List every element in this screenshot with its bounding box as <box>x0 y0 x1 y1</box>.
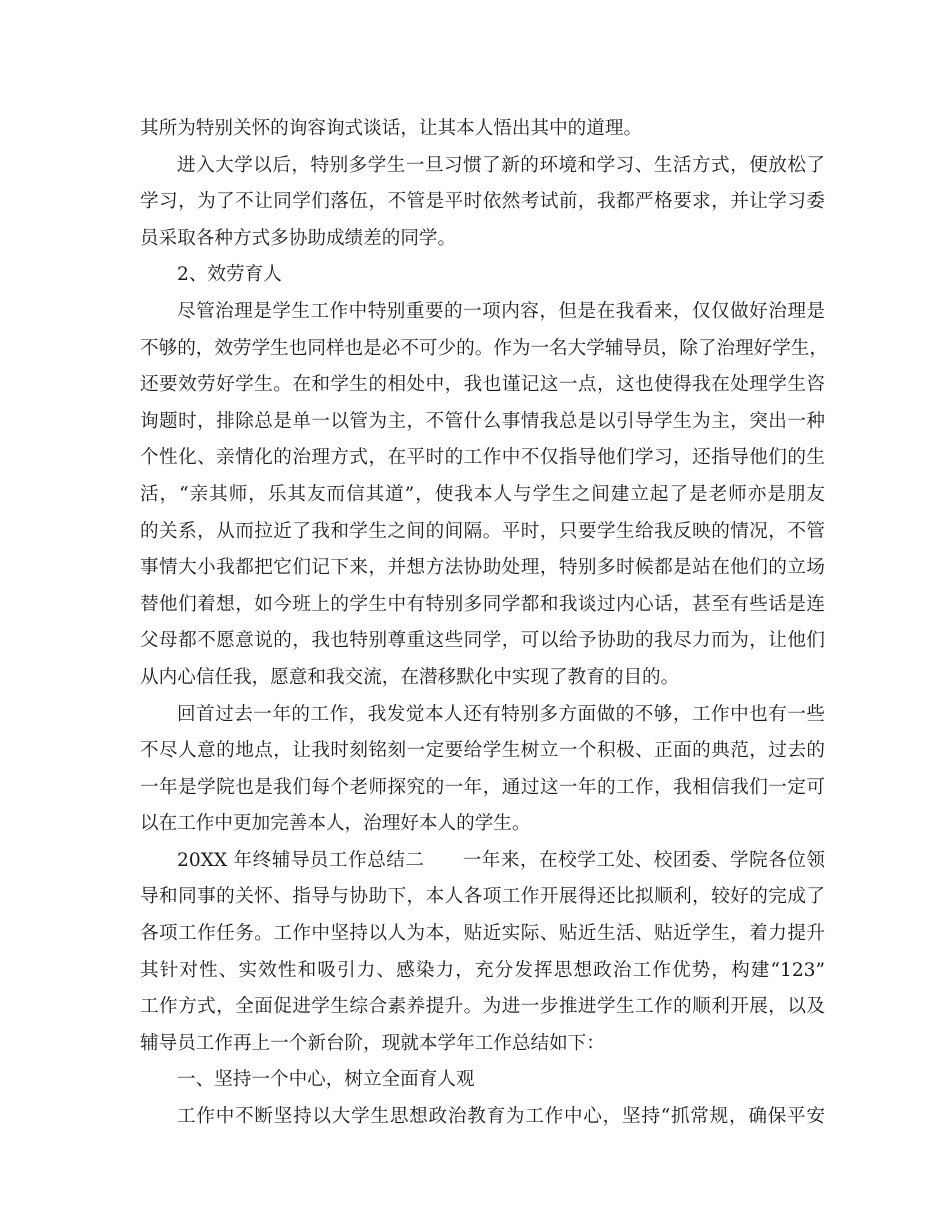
text-line: 导和同事的关怀、指导与协助下，本人各项工作开展得还比拟顺利，较好的完成了 <box>140 886 825 908</box>
text-line: 父母都不愿意说的，我也特别尊重这些同学，可以给予协助的我尽力而为，让他们 <box>140 630 825 652</box>
text-line: 从内心信任我，愿意和我交流，在潜移默化中实现了教育的目的。 <box>140 666 680 688</box>
text-line: 20XX 年终辅导员工作总结二 一年来，在校学工处、校团委、学院各位领 <box>177 849 825 871</box>
text-line: 回首过去一年的工作，我发觉本人还有特别多方面做的不够，工作中也有一些 <box>177 703 825 725</box>
document-body <box>140 111 828 1136</box>
text-line: 各项工作任务。工作中坚持以人为本，贴近实际、贴近生活、贴近学生，着力提升 <box>140 923 825 945</box>
text-line: 的关系，从而拉近了我和学生之间的间隔。平时，只要学生给我反映的情况，不管 <box>140 520 825 542</box>
text-line: 替他们着想，如今班上的学生中有特别多同学都和我谈过内心话，甚至有些话是连 <box>140 593 825 615</box>
text-line: 一、坚持一个中心，树立全面育人观 <box>177 1069 475 1091</box>
text-line: 事情大小我都把它们记下来，并想方法协助处理，特别多时候都是站在他们的立场 <box>140 557 825 579</box>
text-line: 2、效劳育人 <box>177 264 282 286</box>
text-line: 其所为特别关怀的询容询式谈话，让其本人悟出其中的道理。 <box>140 118 643 139</box>
text-line: 学习，为了不让同学们落伍，不管是平时依然考试前，我都严格要求，并让学习委 <box>140 191 825 213</box>
text-line: 尽管治理是学生工作中特别重要的一项内容，但是在我看来，仅仅做好治理是 <box>177 300 825 322</box>
text-line: 活，“亲其师，乐其友而信其道”，使我本人与学生之间建立起了是老师亦是朋友 <box>140 483 825 505</box>
text-line: 辅导员工作再上一个新台阶，现就本学年工作总结如下： <box>140 1032 605 1054</box>
text-line: 不尽人意的地点，让我时刻铭刻一定要给学生树立一个积极、正面的典范，过去的 <box>140 740 825 762</box>
text-line: 其针对性、实效性和吸引力、感染力，充分发挥思想政治工作优势，构建“123” <box>140 959 825 981</box>
text-line: 进入大学以后，特别多学生一旦习惯了新的环境和学习、生活方式，便放松了 <box>177 154 825 176</box>
text-line: 还要效劳好学生。在和学生的相处中，我也谨记这一点，这也使得我在处理学生咨 <box>140 374 825 396</box>
text-line: 个性化、亲情化的治理方式，在平时的工作中不仅指导他们学习，还指导他们的生 <box>140 447 825 469</box>
text-line: 不够的，效劳学生也同样也是必不可少的。作为一名大学辅导员，除了治理好学生， <box>140 337 828 359</box>
text-line: 询题时，排除总是单一以管为主，不管什么事情我总是以引导学生为主，突出一种 <box>140 410 825 432</box>
text-line: 工作中不断坚持以大学生思想政治教育为工作中心，坚持“抓常规，确保平安 <box>177 1106 825 1128</box>
text-line: 一年是学院也是我们每个老师探究的一年，通过这一年的工作，我相信我们一定可 <box>140 776 825 798</box>
text-line: 员采取各种方式多协助成绩差的同学。 <box>140 227 457 249</box>
text-line: 以在工作中更加完善本人，治理好本人的学生。 <box>140 813 531 835</box>
text-line: 工作方式，全面促进学生综合素养提升。为进一步推进学生工作的顺利开展，以及 <box>140 996 825 1018</box>
